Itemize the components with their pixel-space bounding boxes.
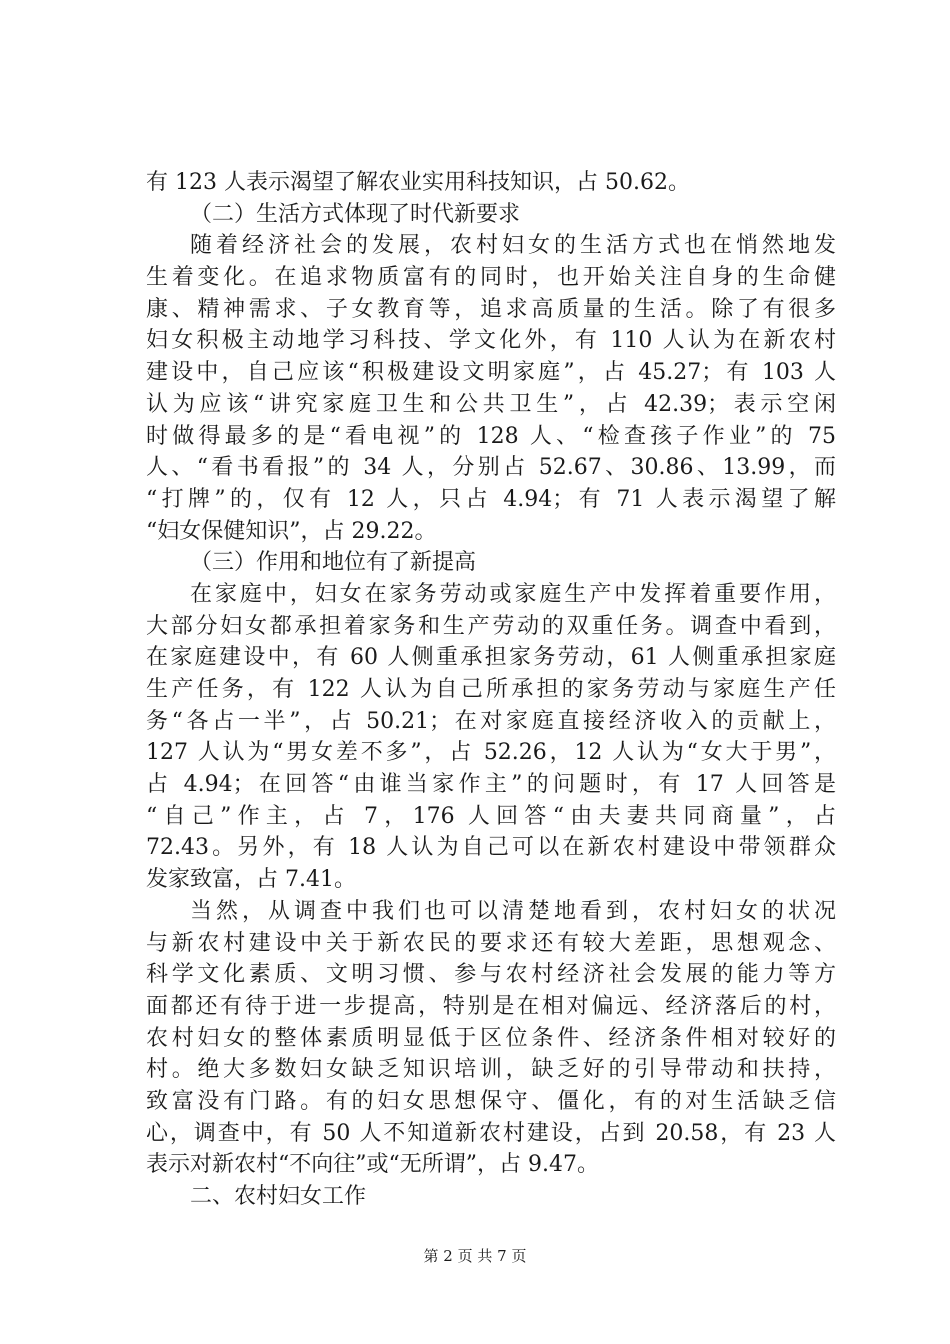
text-line: 建设中，自己应该“积极建设文明家庭”，占 45.27；有 103 人 — [146, 360, 836, 386]
text-line: 大部分妇女都承担着家务和生产劳动的双重任务。调查中看到， — [146, 613, 836, 639]
text-line: 127 人认为“男女差不多”，占 52.26，12 人认为“女大于男”， — [146, 740, 836, 766]
text-line: 务“各占一半”，占 50.21；在对家庭直接经济收入的贡献上， — [146, 708, 836, 734]
text-line: 认为应该“讲究家庭卫生和公共卫生”，占 42.39；表示空闲 — [146, 391, 836, 417]
text-line: 人、“看书看报”的 34 人，分别占 52.67、30.86、13.99，而 — [146, 455, 836, 481]
text-line: 表示对新农村“不向往”或“无所谓”，占 9.47。 — [146, 1152, 599, 1178]
text-line: “自己”作主，占 7，176 人回答“由夫妻共同商量”，占 — [146, 803, 836, 829]
text-line: 科学文化素质、文明习惯、参与农村经济社会发展的能力等方 — [146, 962, 836, 988]
text-line: 生产任务，有 122 人认为自己所承担的家务劳动与家庭生产任 — [146, 677, 836, 702]
text-line: 在家庭建设中，有 60 人侧重承担家务劳动，61 人侧重承担家庭 — [146, 645, 836, 671]
page-footer — [0, 1246, 950, 1266]
text-line: 妇女积极主动地学习科技、学文化外，有 110 人认为在新农村 — [146, 328, 836, 354]
text-line: 生着变化。在追求物质富有的同时，也开始关注自身的生命健 — [146, 265, 836, 291]
text-line: 占 4.94；在回答“由谁当家作主”的问题时，有 17 人回答是 — [146, 772, 836, 798]
text-line: 村。绝大多数妇女缺乏知识培训，缺乏好的引导带动和扶持， — [146, 1057, 836, 1083]
text-line: “打牌”的，仅有 12 人，只占 4.94；有 71 人表示渴望了解 — [146, 486, 836, 512]
text-line: 当然，从调查中我们也可以清楚地看到，农村妇女的状况 — [190, 898, 836, 924]
text-line: 致富没有门路。有的妇女思想保守、僵化，有的对生活缺乏信 — [146, 1088, 836, 1114]
text-line: 心，调查中，有 50 人不知道新农村建设，占到 20.58，有 23 人 — [146, 1120, 836, 1146]
text-line: 康、精神需求、子女教育等，追求高质量的生活。除了有很多 — [146, 296, 836, 322]
page-number-label: 第 2 页 共 7 页 — [423, 1247, 527, 1265]
text-line: 发家致富，占 7.41。 — [146, 867, 356, 893]
text-line: （二）生活方式体现了时代新要求 — [190, 201, 521, 227]
document-body — [146, 167, 836, 1213]
text-line: 有 123 人表示渴望了解农业实用科技知识，占 50.62。 — [146, 170, 690, 195]
text-line: 72.43。另外，有 18 人认为自己可以在新农村建设中带领群众 — [146, 835, 836, 861]
text-line: 二、农村妇女工作 — [190, 1184, 367, 1209]
text-line: 随着经济社会的发展，农村妇女的生活方式也在悄然地发 — [190, 233, 836, 259]
text-line: 与新农村建设中关于新农民的要求还有较大差距，思想观念、 — [146, 930, 836, 956]
text-line: 农村妇女的整体素质明显低于区位条件、经济条件相对较好的 — [146, 1025, 836, 1051]
text-line: 在家庭中，妇女在家务劳动或家庭生产中发挥着重要作用， — [190, 581, 836, 607]
text-line: “妇女保健知识”，占 29.22。 — [146, 518, 437, 544]
text-line: 时做得最多的是“看电视”的 128 人、“检查孩子作业”的 75 — [146, 423, 836, 449]
text-line: 面都还有待于进一步提高，特别是在相对偏远、经济落后的村， — [146, 993, 836, 1019]
text-line: （三）作用和地位有了新提高 — [190, 550, 477, 576]
